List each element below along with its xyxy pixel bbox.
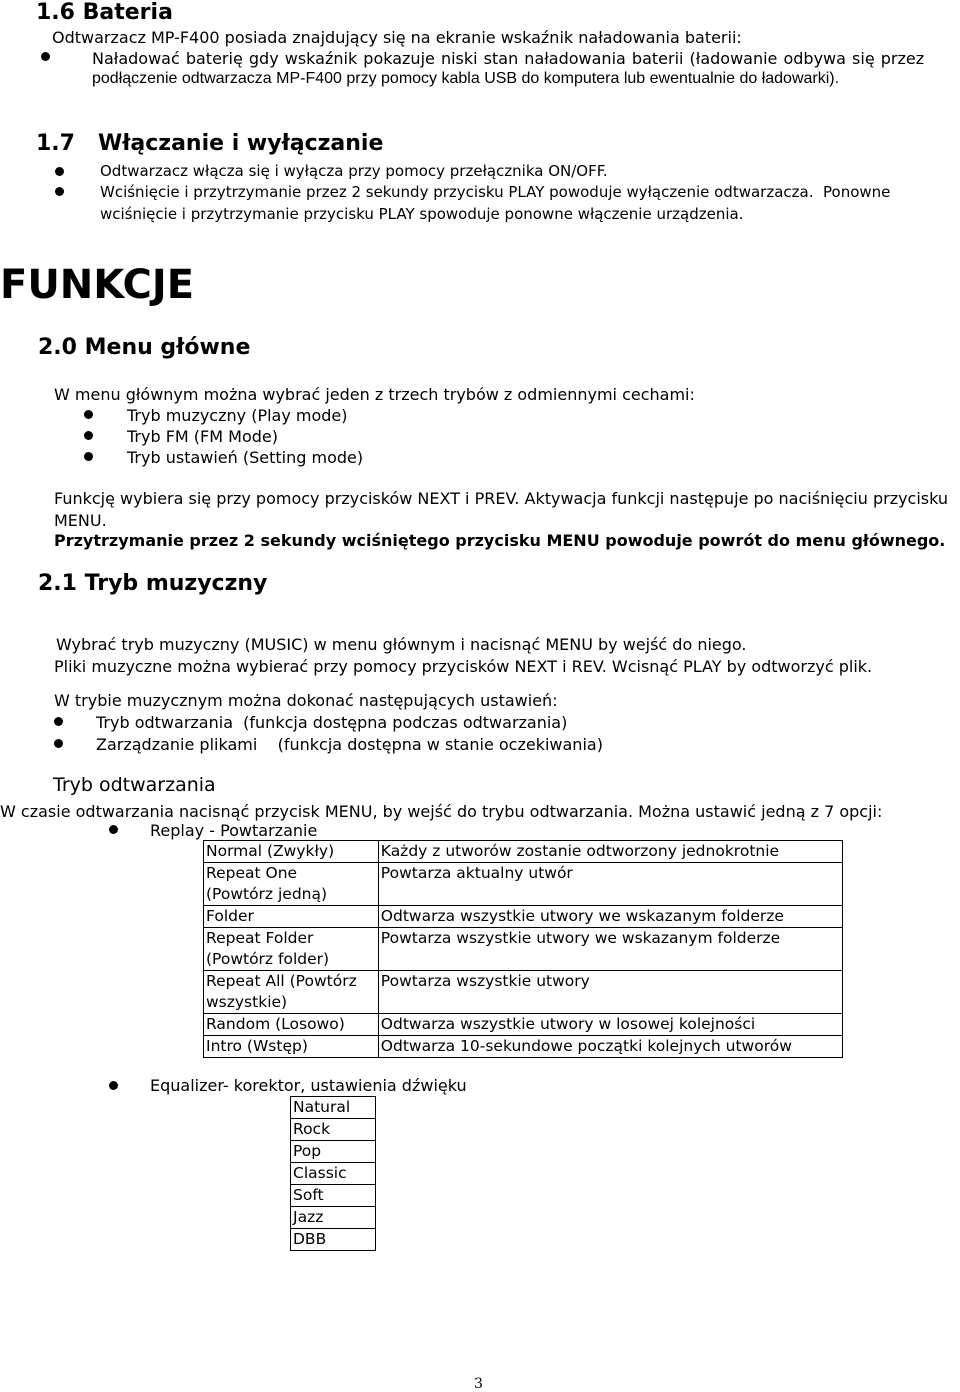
- bullet-icon: [54, 739, 63, 748]
- table-row: [291, 1229, 376, 1251]
- wlaczanie-bullet1: Odtwarzacz włącza się i wyłącza przy pomocy przełącznika ON/OFF.: [100, 162, 608, 180]
- chapter-title: FUNKCJE: [0, 262, 195, 308]
- menu-para-line2: MENU.: [54, 511, 107, 530]
- muzyczny-line1: Wybrać tryb muzyczny (MUSIC) w menu głównym i nacisnąć MENU by wejść do niego.: [56, 635, 747, 654]
- bateria-intro: Odtwarzacz MP-F400 posiada znajdujący się na ekranie wskaźnik naładowania baterii:: [52, 28, 742, 47]
- bullet-icon: [55, 187, 64, 196]
- table-row: [204, 841, 843, 863]
- equalizer-option: Natural: [291, 1097, 376, 1119]
- equalizer-label: Equalizer- korektor, ustawienia dźwięku: [150, 1076, 467, 1095]
- equalizer-option: Soft: [291, 1185, 376, 1207]
- table-row: [204, 971, 843, 1014]
- replay-option-name: Repeat One (Powtórz jedną): [204, 863, 379, 906]
- bullet-icon: [84, 410, 93, 419]
- replay-option-description: Odtwarza 10-sekundowe początki kolejnych utworów: [378, 1036, 842, 1058]
- equalizer-option: DBB: [291, 1229, 376, 1251]
- bateria-bullet-line2: podłączenie odtwarzacza MP-F400 przy pomocy kabla USB do komputera lub ewentualnie do ładowarki).: [92, 70, 840, 87]
- replay-option-description: Odtwarza wszystkie utwory w losowej kolejności: [378, 1014, 842, 1036]
- wlaczanie-bullet2-line2: wciśnięcie i przytrzymanie przycisku PLAY spowoduje ponowne włączenie urządzenia.: [100, 205, 744, 223]
- table-row: [291, 1097, 376, 1119]
- equalizer-option: Jazz: [291, 1207, 376, 1229]
- table-row: [291, 1207, 376, 1229]
- replay-option-description: Odtwarza wszystkie utwory we wskazanym folderze: [378, 906, 842, 928]
- bullet-icon: [41, 52, 50, 61]
- bullet-icon: [109, 1081, 118, 1090]
- table-row: [204, 863, 843, 906]
- table-row: [291, 1163, 376, 1185]
- replay-option-description: Powtarza wszystkie utwory we wskazanym folderze: [378, 928, 842, 971]
- menu-mode-play: Tryb muzyczny (Play mode): [127, 406, 348, 425]
- section-heading-wlaczanie: 1.7 Włączanie i wyłączanie: [36, 131, 384, 156]
- table-row: [204, 1014, 843, 1036]
- section-heading-muzyczny: 2.1 Tryb muzyczny: [38, 571, 268, 596]
- equalizer-option: Pop: [291, 1141, 376, 1163]
- replay-option-name: Normal (Zwykły): [204, 841, 379, 863]
- bullet-icon: [84, 452, 93, 461]
- subsection-heading-odtwarzanie: Tryb odtwarzania: [53, 774, 216, 796]
- table-row: [291, 1141, 376, 1163]
- bullet-icon: [55, 167, 64, 176]
- bateria-bullet-line1: Naładować baterię gdy wskaźnik pokazuje niski stan naładowania baterii (ładowanie odbywa się przez: [92, 49, 925, 68]
- odtwarzanie-intro: W czasie odtwarzania nacisnąć przycisk MENU, by wejść do trybu odtwarzania. Można ustawić jedną z 7 opcji:: [0, 802, 883, 821]
- menu-intro: W menu głównym można wybrać jeden z trzech trybów z odmiennymi cechami:: [54, 385, 695, 404]
- replay-option-description: Każdy z utworów zostanie odtworzony jednokrotnie: [378, 841, 842, 863]
- replay-option-name: Intro (Wstęp): [204, 1036, 379, 1058]
- menu-mode-setting: Tryb ustawień (Setting mode): [127, 448, 364, 467]
- table-row: [291, 1185, 376, 1207]
- menu-bold-note: Przytrzymanie przez 2 sekundy wciśniętego przycisku MENU powoduje powrót do menu głównego.: [54, 531, 946, 550]
- replay-option-name: Repeat All (Powtórz wszystkie): [204, 971, 379, 1014]
- muzyczny-line3: W trybie muzycznym można dokonać następujących ustawień:: [54, 691, 558, 710]
- replay-option-name: Random (Losowo): [204, 1014, 379, 1036]
- table-row: [204, 1036, 843, 1058]
- page-number: 3: [474, 1376, 483, 1392]
- equalizer-options-table: [290, 1096, 376, 1251]
- table-row: [291, 1119, 376, 1141]
- muzyczny-setting-files: Zarządzanie plikami (funkcja dostępna w stanie oczekiwania): [96, 735, 603, 754]
- section-heading-bateria: 1.6 Bateria: [36, 0, 173, 25]
- bullet-icon: [54, 717, 63, 726]
- bullet-icon: [84, 431, 93, 440]
- replay-label: Replay - Powtarzanie: [150, 821, 318, 840]
- menu-para-line1: Funkcję wybiera się przy pomocy przycisków NEXT i PREV. Aktywacja funkcji następuje po naciśnięciu przycisku: [54, 489, 949, 508]
- equalizer-option: Rock: [291, 1119, 376, 1141]
- wlaczanie-bullet2-line1: Wciśnięcie i przytrzymanie przez 2 sekundy przycisku PLAY powoduje wyłączenie odtwarzacza. Ponowne: [100, 183, 891, 201]
- section-heading-menu: 2.0 Menu główne: [38, 335, 251, 360]
- muzyczny-line2: Pliki muzyczne można wybierać przy pomocy przycisków NEXT i REV. Wcisnąć PLAY by odtworzyć plik.: [54, 657, 873, 676]
- replay-option-description: Powtarza aktualny utwór: [378, 863, 842, 906]
- muzyczny-setting-playback: Tryb odtwarzania (funkcja dostępna podczas odtwarzania): [96, 713, 568, 732]
- equalizer-option: Classic: [291, 1163, 376, 1185]
- menu-mode-fm: Tryb FM (FM Mode): [127, 427, 278, 446]
- replay-option-name: Folder: [204, 906, 379, 928]
- replay-option-name: Repeat Folder (Powtórz folder): [204, 928, 379, 971]
- table-row: [204, 906, 843, 928]
- table-row: [204, 928, 843, 971]
- bullet-icon: [109, 825, 118, 834]
- replay-option-description: Powtarza wszystkie utwory: [378, 971, 842, 1014]
- replay-options-table: [203, 840, 843, 1058]
